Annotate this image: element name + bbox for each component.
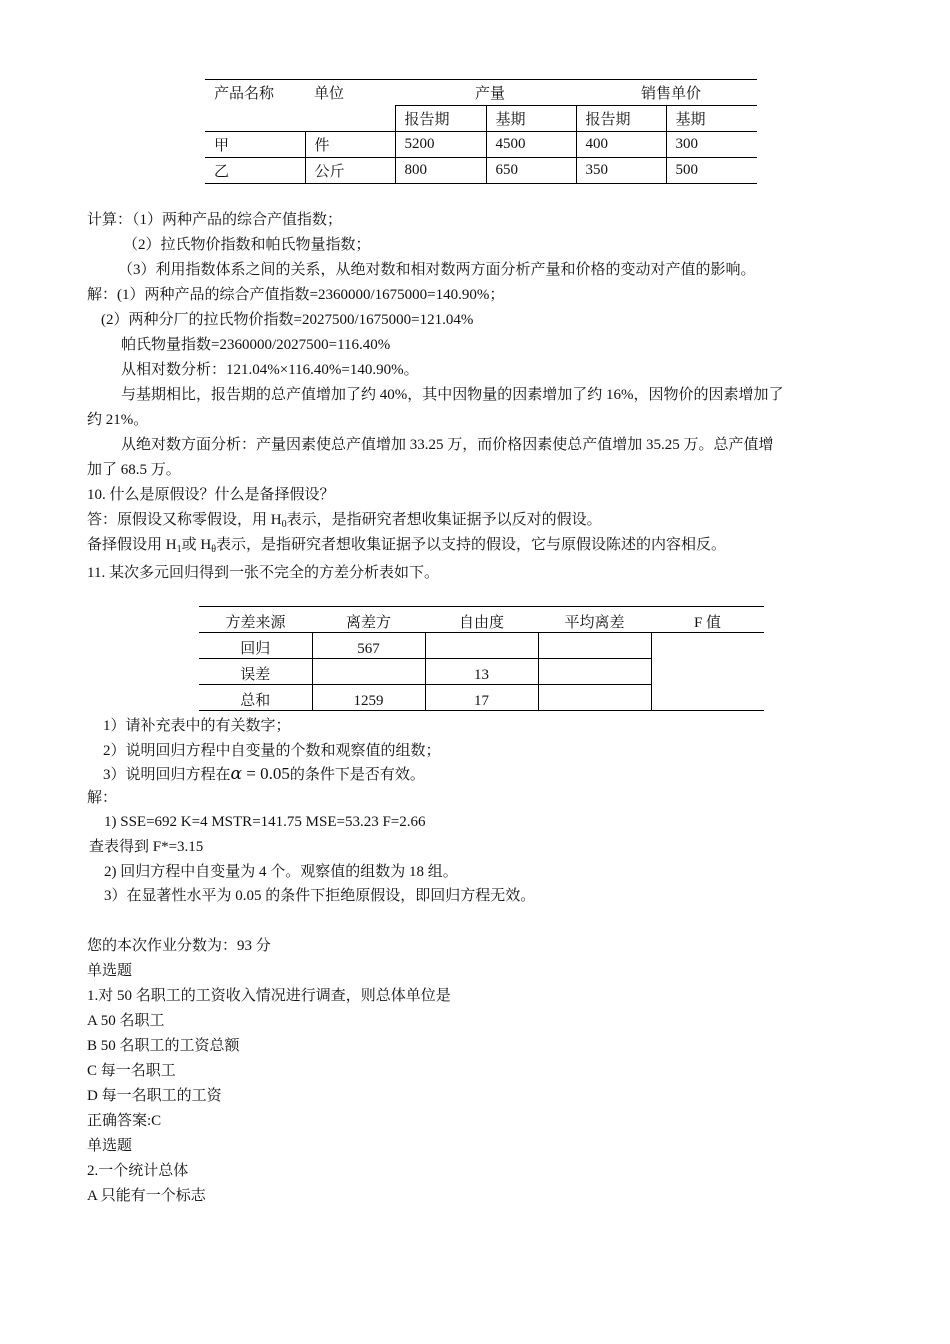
answer-10-line-1: 答：原假设又称零假设，用 $H_0$表示，是指研究者想收集证据予以反对的假设。 — [87, 512, 602, 530]
solution-line-5a: 与基期相比，报告期的总产值增加了约 40%，其中因物量的因素增加了约 16%，因物价的因素增加了 — [121, 387, 784, 403]
header-price-base: 基期 — [666, 106, 757, 132]
cell-unit: 件 — [305, 132, 395, 158]
anova-cell — [425, 633, 538, 659]
solution-line-4: 从相对数分析：121.04%×116.40%=140.90%。 — [121, 362, 419, 378]
cell-name: 甲 — [205, 132, 305, 158]
anova-header-source: 方差来源 — [199, 607, 312, 633]
quiz-q2-option-a: A 只能有一个标志 — [87, 1188, 206, 1204]
anova-cell — [538, 633, 651, 659]
anova-cell: 567 — [312, 633, 425, 659]
quiz-q1-option-b: B 50 名职工的工资总额 — [87, 1038, 240, 1054]
cell-p1: 350 — [576, 158, 666, 184]
product-price-table — [205, 79, 757, 184]
anova-cell — [312, 659, 425, 685]
quiz-question-1: 1.对 50 名职工的工资收入情况进行调查，则总体单位是 — [87, 988, 451, 1004]
anova-header-ms: 平均离差 — [538, 607, 651, 633]
q11-sub-3: 3）说明回归方程在α = 0.05的条件下是否有效。 — [103, 764, 425, 784]
cell-unit: 公斤 — [305, 158, 395, 184]
quiz-q1-option-c: C 每一名职工 — [87, 1063, 176, 1079]
q11-solution-2: 查表得到 F*=3.15 — [89, 839, 204, 855]
anova-cell: 17 — [425, 685, 538, 711]
question-type-2: 单选题 — [87, 1138, 133, 1154]
cell-q0: 650 — [486, 158, 576, 184]
anova-cell: 13 — [425, 659, 538, 685]
anova-header-df: 自由度 — [425, 607, 538, 633]
q11-sub-2: 2）说明回归方程中自变量的个数和观察值的组数； — [103, 743, 441, 759]
header-output-report: 报告期 — [395, 106, 486, 132]
header-unit: 单位 — [305, 80, 395, 106]
solution-line-1: 解：(1）两种产品的综合产值指数=2360000/1675000=140.90%； — [87, 287, 505, 303]
anova-f-cell — [651, 633, 764, 711]
quiz-q1-option-d: D 每一名职工的工资 — [87, 1088, 222, 1104]
q11-solution-1: 1) SSE=692 K=4 MSTR=141.75 MSE=53.23 F=2.66 — [104, 814, 426, 830]
anova-cell — [538, 685, 651, 711]
solution-line-3: 帕氏物量指数=2360000/2027500=116.40% — [121, 337, 391, 353]
cell-q0: 4500 — [486, 132, 576, 158]
q11-solution-4: 3）在显著性水平为 0.05 的条件下拒绝原假设，即回归方程无效。 — [104, 888, 536, 904]
anova-cell: 回归 — [199, 633, 312, 659]
header-price-report: 报告期 — [576, 106, 666, 132]
header-price: 销售单价 — [576, 80, 757, 106]
table-row — [199, 633, 764, 659]
solution-line-5b: 约 21%。 — [87, 412, 149, 428]
cell-name: 乙 — [205, 158, 305, 184]
solution-line-6a: 从绝对数方面分析：产量因素使总产值增加 33.25 万，而价格因素使总产值增加 35.25 万。总产值增 — [121, 437, 774, 453]
alpha-symbol: α — [230, 764, 242, 784]
answer-10-line-2: 备择假设用 $H_1$或 $H_\theta$表示，是指研究者想收集证据予以支持的假设，它与原假设陈述的内容相反。 — [87, 537, 726, 555]
anova-cell: 误差 — [199, 659, 312, 685]
cell-p1: 400 — [576, 132, 666, 158]
question-10: 10. 什么是原假设？什么是备择假设？ — [87, 487, 335, 503]
quiz-q1-option-a: A 50 名职工 — [87, 1013, 165, 1029]
q11-sub-1: 1）请补充表中的有关数字； — [103, 718, 291, 734]
table-row — [205, 158, 757, 184]
cell-p0: 300 — [666, 132, 757, 158]
anova-header-ss: 离差方 — [312, 607, 425, 633]
header-output-base: 基期 — [486, 106, 576, 132]
header-product-name: 产品名称 — [205, 80, 305, 106]
cell-p0: 500 — [666, 158, 757, 184]
anova-cell: 1259 — [312, 685, 425, 711]
solution-line-6b: 加了 68.5 万。 — [87, 462, 181, 478]
quiz-q1-answer: 正确答案:C — [87, 1113, 162, 1129]
score-line: 您的本次作业分数为：93 分 — [87, 938, 271, 954]
header-output: 产量 — [395, 80, 576, 106]
cell-q1: 800 — [395, 158, 486, 184]
anova-table — [199, 606, 764, 711]
q11-solution-label: 解： — [87, 790, 118, 806]
q11-solution-3: 2) 回归方程中自变量为 4 个。观察值的组数为 18 组。 — [104, 864, 458, 880]
cell-q1: 5200 — [395, 132, 486, 158]
question-type-1: 单选题 — [87, 963, 133, 979]
solution-line-2: (2）两种分厂的拉氏物价指数=2027500/1675000=121.04% — [101, 312, 474, 328]
table-row — [205, 132, 757, 158]
question-11: 11. 某次多元回归得到一张不完全的方差分析表如下。 — [87, 565, 439, 581]
task-line-1: 计算：（1）两种产品的综合产值指数； — [87, 212, 343, 228]
anova-cell — [538, 659, 651, 685]
task-line-3: （3）利用指数体系之间的关系，从绝对数和相对数两方面分析产量和价格的变动对产值的影响。 — [118, 262, 756, 278]
anova-header-f: F 值 — [651, 607, 764, 633]
task-line-2: （2）拉氏物价指数和帕氏物量指数； — [123, 237, 371, 253]
anova-cell: 总和 — [199, 685, 312, 711]
quiz-question-2: 2.一个统计总体 — [87, 1163, 189, 1179]
